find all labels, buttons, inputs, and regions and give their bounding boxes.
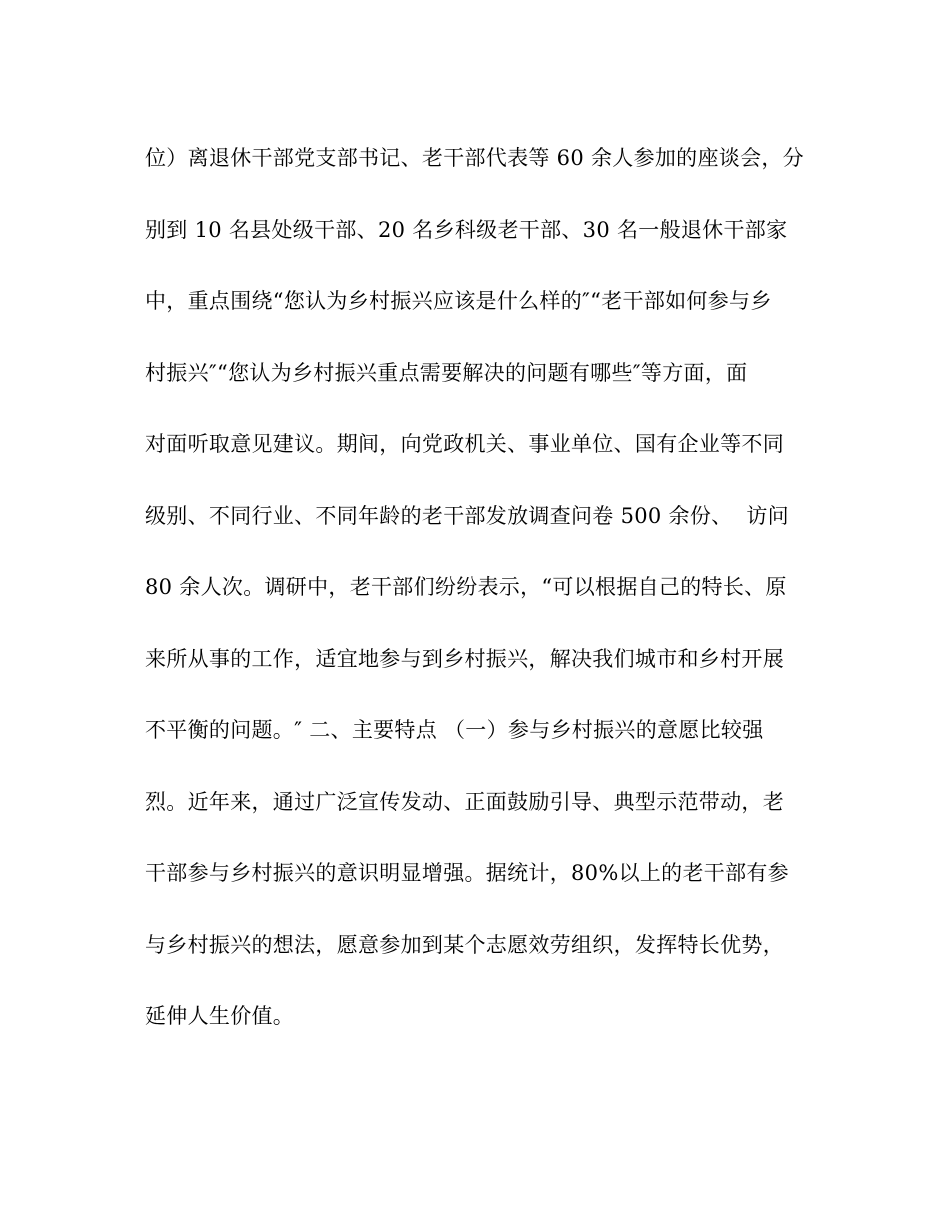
text-line: 级别、不同行业、不同年龄的老干部发放调查问卷 500 余份、 访问 — [145, 503, 789, 528]
body-text — [145, 137, 810, 1067]
text-line: 80 余人次。调研中，老干部们纷纷表示，“可以根据自己的特长、原 — [145, 575, 787, 599]
text-line: 别到 10 名县处级干部、20 名乡科级老干部、30 名一般退休干部家 — [145, 217, 788, 242]
text-line: 烈。近年来，通过广泛宣传发动、正面鼓励引导、典型示范带动，老 — [145, 789, 784, 814]
text-line: 对面听取意见建议。期间，向党政机关、事业单位、国有企业等不同 — [145, 432, 784, 456]
text-line: 干部参与乡村振兴的意识明显增强。据统计，80%以上的老干部有参 — [145, 861, 789, 885]
text-line: 不平衡的问题。″ 二、主要特点 （一）参与乡村振兴的意愿比较强 — [145, 718, 764, 742]
text-line: 延伸人生价值。 — [145, 1004, 295, 1028]
text-line: 村振兴″“您认为乡村振兴重点需要解决的问题有哪些″等方面，面 — [145, 360, 748, 385]
text-line: 中，重点围绕“您认为乡村振兴应该是什么样的″“老干部如何参与乡 — [145, 289, 772, 313]
text-line: 位）离退休干部党支部书记、老干部代表等 60 余人参加的座谈会，分 — [145, 146, 804, 170]
text-line: 来所从事的工作，适宜地参与到乡村振兴，解决我们城市和乡村开展 — [145, 646, 784, 671]
text-line: 与乡村振兴的想法，愿意参加到某个志愿效劳组织，发挥特长优势， — [145, 932, 784, 957]
